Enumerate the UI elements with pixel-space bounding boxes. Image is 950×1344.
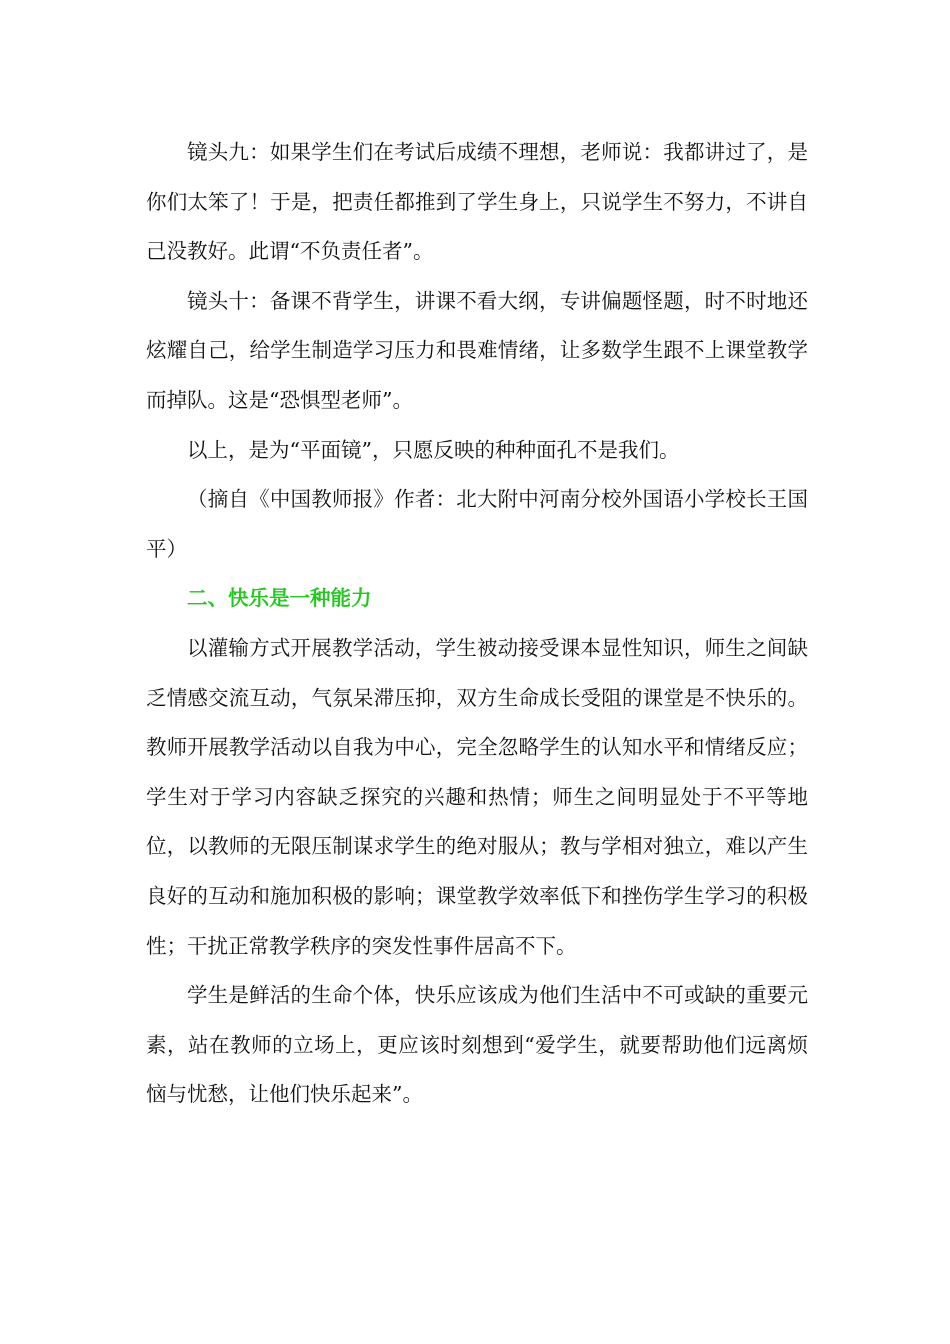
section-heading: 二、快乐是一种能力 <box>187 586 372 611</box>
document-body <box>146 128 808 1120</box>
paragraph-happiness-element: 学生是鲜活的生命个体，快乐应该成为他们生活中不可或缺的重要元素，站在教师的立场上，更应该时刻想到“爱学生，就要帮助他们远离烦恼与忧愁，让他们快乐起来”。 <box>146 983 808 1107</box>
paragraph-summary: 以上，是为“平面镜”，只愿反映的种种面孔不是我们。 <box>187 437 680 462</box>
paragraph-unhappy-classroom: 以灌输方式开展教学活动，学生被动接受课本显性知识，师生之间缺乏情感交流互动，气氛呆滞压抑，双方生命成长受阻的课堂是不快乐的。教师开展教学活动以自我为中心，完全忽略学生的认知水平和情绪反应；学生对于学习内容缺乏探究的兴趣和热情；师生之间明显处于不平等地位，以教师的无限压制谋求学生的绝对服从；教与学相对独立，难以产生良好的互动和施加积极的影响；课堂教学效率低下和挫伤学生学习的积极性；干扰正常教学秩序的突发性事件居高不下。 <box>146 635 808 958</box>
paragraph-shot-ten: 镜头十：备课不背学生，讲课不看大纲，专讲偏题怪题，时不时地还炫耀自己，给学生制造学习压力和畏难情绪，让多数学生跟不上课堂教学而掉队。这是“恐惧型老师”。 <box>146 288 808 412</box>
paragraph-shot-nine: 镜头九：如果学生们在考试后成绩不理想，老师说：我都讲过了，是你们太笨了！于是，把责任都推到了学生身上，只说学生不努力，不讲自己没教好。此谓“不负责任者”。 <box>146 140 808 264</box>
paragraph-source: （摘自《中国教师报》作者：北大附中河南分校外国语小学校长王国平） <box>146 487 808 561</box>
